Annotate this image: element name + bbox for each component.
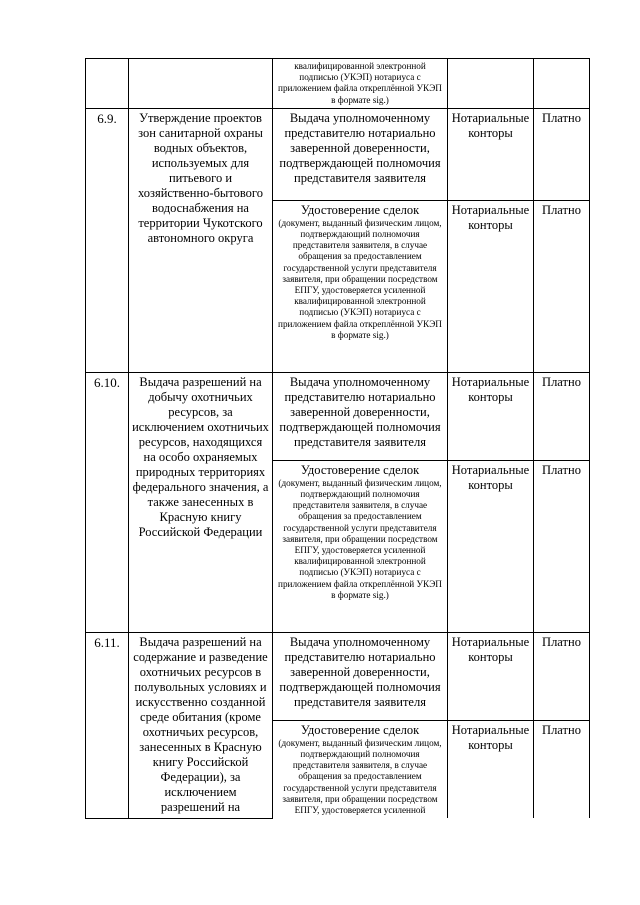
document-title: Удостоверение сделок bbox=[300, 462, 420, 477]
service-name: Выдача разрешений на содержание и разведение охотничьих ресурсов в полувольных условиях и искусственно созданной среде обитания (кроме охотничьих ресурсов, занесенных в Красную книгу Российской Федерации), за исключением разрешений на bbox=[129, 632, 273, 818]
payment-type: Платно bbox=[534, 200, 590, 372]
organization: Нотариальные конторы bbox=[448, 200, 534, 372]
document-note: (документ, выданный физическим лицом, подтверждающий полномочия представителя заявителя, в случае обращения за предоставлением государственной услуги представителя заявителя, при обращении посредством ЕПГУ, удостоверяется усиленной bbox=[278, 737, 442, 816]
organization: Нотариальные конторы bbox=[448, 372, 534, 460]
organization: Нотариальные конторы bbox=[448, 460, 534, 632]
document-title: Удостоверение сделок bbox=[300, 722, 420, 737]
table-row bbox=[86, 632, 590, 720]
document-cell bbox=[273, 460, 448, 632]
row-number: 6.10. bbox=[86, 372, 129, 632]
payment-type: Платно bbox=[534, 632, 590, 720]
document-cell bbox=[273, 720, 448, 818]
organization: Нотариальные конторы bbox=[448, 108, 534, 200]
document-note: квалифицированной электронной подписью (УКЭП) нотариуса с приложением файла откреплённой УКЭП в формате sig.) bbox=[278, 61, 442, 105]
organization: Нотариальные конторы bbox=[448, 632, 534, 720]
payment-type: Платно bbox=[534, 720, 590, 818]
payment-type: Платно bbox=[534, 460, 590, 632]
organization: Нотариальные конторы bbox=[448, 720, 534, 818]
service-name: Утверждение проектов зон санитарной охраны водных объектов, используемых для питьевого и хозяйственно-бытового водоснабжения на территории Чукотского автономного округа bbox=[129, 108, 273, 372]
payment-type: Платно bbox=[534, 108, 590, 200]
document-cell bbox=[273, 59, 448, 109]
table-row bbox=[86, 372, 590, 460]
document-cell bbox=[273, 200, 448, 372]
document-title: Удостоверение сделок bbox=[300, 202, 420, 217]
document-title: Выдача уполномоченному представителю нотариально заверенной доверенности, подтверждающей полномочия представителя заявителя bbox=[279, 634, 441, 709]
document-note: (документ, выданный физическим лицом, подтверждающий полномочия представителя заявителя, в случае обращения за предоставлением государственной услуги представителя заявителя, при обращении посредством ЕПГУ, удостоверяется усиленной квалифицированной электронной подписью (УКЭП) нотариуса с приложением файла откреплённой УКЭП в формате sig.) bbox=[278, 217, 442, 340]
services-table bbox=[85, 58, 590, 819]
row-number-cell bbox=[86, 59, 129, 109]
document-title: Выдача уполномоченному представителю нотариально заверенной доверенности, подтверждающей полномочия представителя заявителя bbox=[279, 374, 441, 449]
document-cell bbox=[273, 108, 448, 200]
row-number: 6.11. bbox=[86, 632, 129, 818]
document-cell bbox=[273, 632, 448, 720]
service-name-cell bbox=[129, 59, 273, 109]
document-cell bbox=[273, 372, 448, 460]
table-row bbox=[86, 108, 590, 200]
payment-cell bbox=[534, 59, 590, 109]
row-number: 6.9. bbox=[86, 108, 129, 372]
document-note: (документ, выданный физическим лицом, подтверждающий полномочия представителя заявителя, в случае обращения за предоставлением государственной услуги представителя заявителя, при обращении посредством ЕПГУ, удостоверяется усиленной квалифицированной электронной подписью (УКЭП) нотариуса с приложением файла откреплённой УКЭП в формате sig.) bbox=[278, 477, 442, 600]
document-title: Выдача уполномоченному представителю нотариально заверенной доверенности, подтверждающей полномочия представителя заявителя bbox=[279, 110, 441, 185]
organization-cell bbox=[448, 59, 534, 109]
service-name: Выдача разрешений на добычу охотничьих ресурсов, за исключением охотничьих ресурсов, находящихся на особо охраняемых природных территориях федерального значения, а также занесенных в Красную книгу Российской Федерации bbox=[129, 372, 273, 632]
continuation-row bbox=[86, 59, 590, 109]
payment-type: Платно bbox=[534, 372, 590, 460]
